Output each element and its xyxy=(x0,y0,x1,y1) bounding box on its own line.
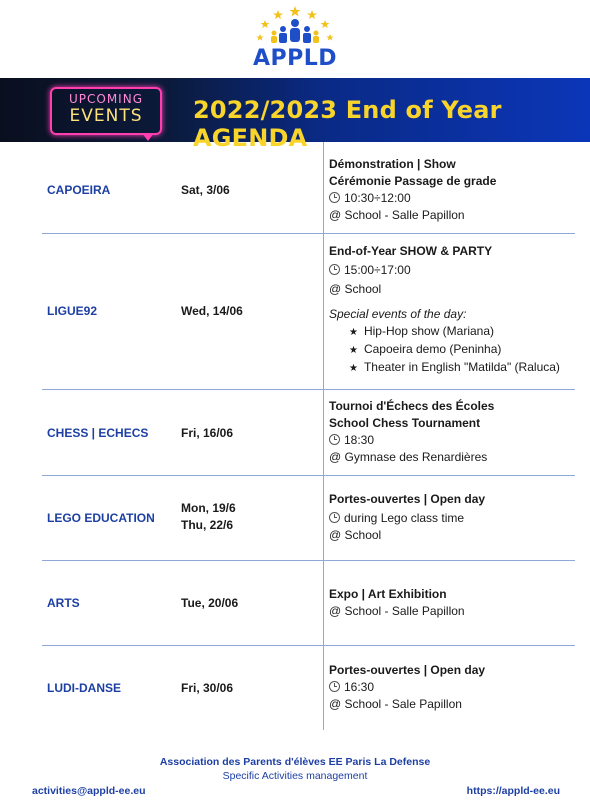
event-time: during Lego class time xyxy=(329,510,579,527)
footer-subtitle: Specific Activities management xyxy=(222,770,368,782)
event-details xyxy=(329,156,579,224)
row-divider xyxy=(42,475,575,476)
event-place: @ Gymnase des Renardières xyxy=(329,450,488,464)
row-divider xyxy=(42,645,575,646)
special-events-label: Special events of the day: xyxy=(329,307,467,321)
event-title: School Chess Tournament xyxy=(329,416,481,430)
appld-logo xyxy=(0,0,590,78)
event-details xyxy=(329,398,579,466)
event-date: Tue, 20/06 xyxy=(181,596,239,610)
clock-icon xyxy=(329,681,340,692)
event-place: @ School - Sale Papillon xyxy=(329,697,462,711)
activity-name: CAPOEIRA xyxy=(47,183,111,197)
list-item: ★ Hip-Hop show (Mariana) xyxy=(349,324,495,338)
neon-line-upcoming: UPCOMING xyxy=(68,92,143,106)
speech-bubble-tail-icon xyxy=(142,133,154,141)
header-banner xyxy=(0,78,590,152)
activity-name: LIGUE92 xyxy=(47,304,98,318)
event-title: Portes-ouvertes | Open day xyxy=(329,492,486,506)
event-date: Fri, 30/06 xyxy=(181,681,234,695)
activity-name: CHESS | ECHECS xyxy=(47,426,149,440)
activity-name: LUDI-DANSE xyxy=(47,681,121,695)
event-title: End-of-Year SHOW & PARTY xyxy=(329,244,493,258)
event-details xyxy=(329,586,579,620)
event-title: Expo | Art Exhibition xyxy=(329,587,447,601)
row-divider xyxy=(42,233,575,234)
list-item: ★ Theater in English "Matilda" (Raluca) xyxy=(349,360,560,374)
event-place: @ School xyxy=(329,528,382,542)
footer-organization: Association des Parents d'élèves EE Paris La Defense xyxy=(159,756,431,768)
page-title: 2022/2023 End of Year AGENDA xyxy=(193,96,502,152)
clock-icon xyxy=(329,264,340,275)
event-title: Démonstration | Show xyxy=(329,157,456,171)
event-date: Fri, 16/06 xyxy=(181,426,234,440)
logo-icon xyxy=(252,4,338,48)
clock-icon xyxy=(329,434,340,445)
row-divider xyxy=(42,389,575,390)
star-bullet-icon: ★ xyxy=(349,345,358,356)
event-details xyxy=(329,491,579,544)
event-time: 10:30÷12:00 xyxy=(329,190,579,207)
event-time: 18:30 xyxy=(329,432,579,449)
event-time: 15:00÷17:00 xyxy=(329,262,579,279)
event-title: Cérémonie Passage de grade xyxy=(329,174,497,188)
event-place: @ School - Salle Papillon xyxy=(329,208,465,222)
footer-email-link[interactable]: activities@appld-ee.eu xyxy=(32,785,146,797)
event-place: @ School xyxy=(329,282,382,296)
column-divider xyxy=(323,142,324,730)
list-item: ★ Capoeira demo (Peninha) xyxy=(349,342,502,356)
footer-website-link[interactable]: https://appld-ee.eu xyxy=(466,785,560,797)
activity-name: ARTS xyxy=(47,596,80,610)
event-details xyxy=(329,662,579,713)
event-date: Mon, 19/6 Thu, 22/6 xyxy=(181,501,236,532)
event-time: 16:30 xyxy=(329,679,579,696)
clock-icon xyxy=(329,512,340,523)
star-bullet-icon: ★ xyxy=(349,363,358,374)
event-date: Sat, 3/06 xyxy=(181,183,230,197)
event-date: Wed, 14/06 xyxy=(181,304,243,318)
upcoming-events-neon-sign xyxy=(50,87,162,135)
star-bullet-icon: ★ xyxy=(349,327,358,338)
neon-line-events: EVENTS xyxy=(69,106,143,126)
activity-name: LEGO EDUCATION xyxy=(47,511,155,525)
clock-icon xyxy=(329,192,340,203)
event-title: Portes-ouvertes | Open day xyxy=(329,663,486,677)
event-place: @ School - Salle Papillon xyxy=(329,604,465,618)
event-title: Tournoi d'Échecs des Écoles xyxy=(329,399,495,413)
event-details xyxy=(329,243,579,377)
row-divider xyxy=(42,560,575,561)
logo-text: APPLD xyxy=(252,46,338,71)
